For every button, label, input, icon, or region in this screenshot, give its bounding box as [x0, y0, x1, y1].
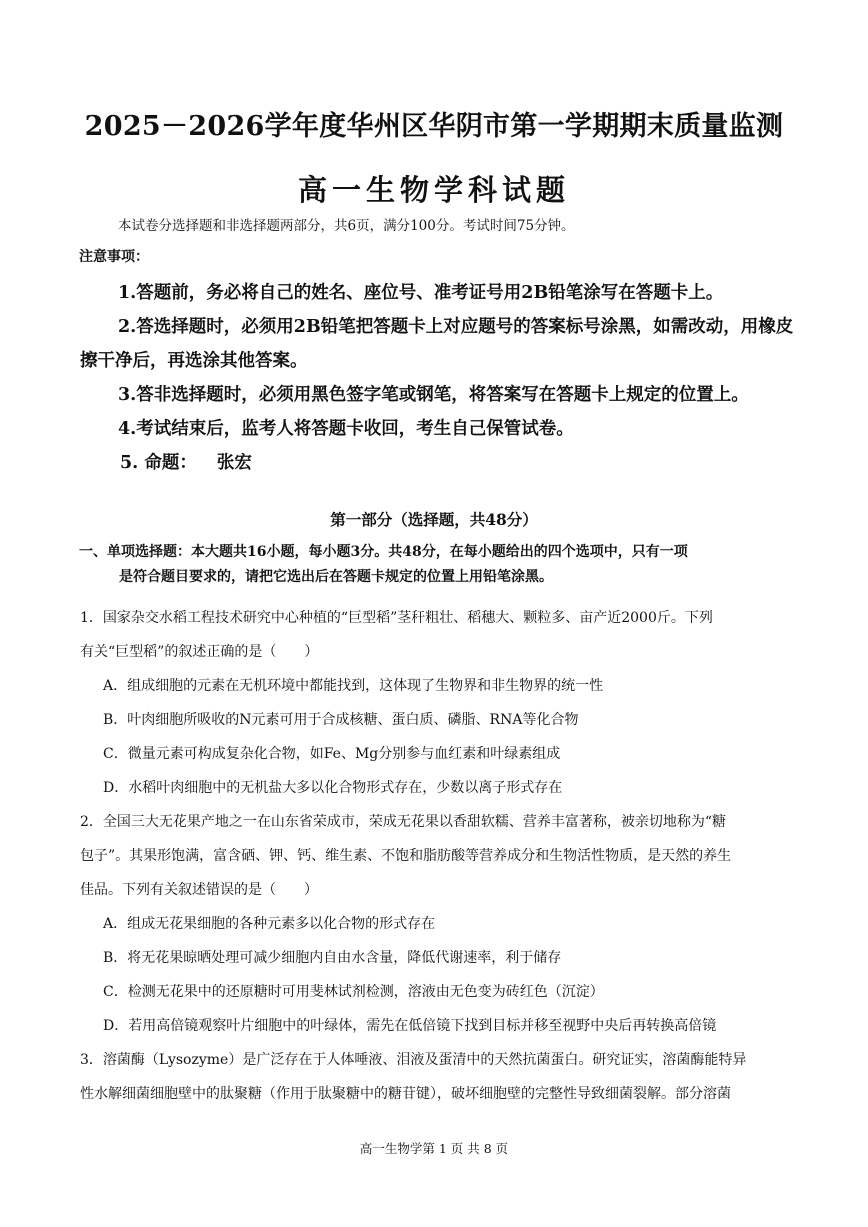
question-stem-line: 包子”。其果形饱满，富含硒、钾、钙、维生素、不饱和脂肪酸等营养成分和生物活性物质，是天然的养生 [80, 848, 732, 864]
question-stem-line: 3．溶菌酶（Lysozyme）是广泛存在于人体唾液、泪液及蛋清中的天然抗菌蛋白。研究证实，溶菌酶能特异 [80, 1052, 747, 1068]
option-b: B．叶肉细胞所吸收的N元素可用于合成核糖、蛋白质、磷脂、RNA等化合物 [103, 712, 579, 728]
exam-subtitle: 高一生物学科试题 [297, 173, 570, 207]
part-title: 第一部分（选择题，共48分） [330, 510, 538, 529]
notice-item: 3.答非选择题时，必须用黑色签字笔或钢笔，将答案写在答题卡上规定的位置上。 [118, 385, 749, 405]
notice-list [80, 276, 796, 480]
notice-heading: 注意事项： [79, 249, 149, 265]
exam-title: 2025－2026学年度华州区华阴市第一学期期末质量监测 [84, 111, 784, 142]
option-d: D．水稻叶肉细胞中的无机盐大多以化合物形式存在，少数以离子形式存在 [103, 780, 563, 796]
option-d: D．若用高倍镜观察叶片细胞中的叶绿体，需先在低倍镜下找到目标并移至视野中央后再转换高倍镜 [103, 1018, 717, 1034]
option-a: A．组成细胞的元素在无机环境中都能找到，这体现了生物界和非生物界的统一性 [103, 678, 604, 694]
option-b: B．将无花果晾晒处理可减少细胞内自由水含量，降低代谢速率，利于储存 [103, 950, 562, 966]
author-label: 5. 命题： [120, 453, 197, 473]
question-stem-line: 佳品。下列有关叙述错误的是（ ） [80, 882, 318, 898]
option-c: C．检测无花果中的还原糖时可用斐林试剂检测，溶液由无色变为砖红色（沉淀） [103, 984, 604, 1000]
question-stem-line: 有关“巨型稻”的叙述正确的是（ ） [80, 644, 319, 660]
question-1 [80, 601, 796, 805]
section-line: 是符合题目要求的，请把它选出后在答题卡规定的位置上用铅笔涂黑。 [119, 569, 553, 585]
option-a: A．组成无花果细胞的各种元素多以化合物的形式存在 [103, 916, 436, 932]
question-3 [80, 1043, 796, 1111]
section-instructions [79, 540, 799, 590]
question-2 [80, 805, 796, 1043]
option-c: C．微量元素可构成复杂化合物，如Fe、Mg分别参与血红素和叶绿素组成 [103, 746, 561, 762]
notice-item: 2.答选择题时，必须用2B铅笔把答题卡上对应题号的答案标号涂黑，如需改动，用橡皮擦干净后，再选涂其他答案。 [80, 317, 794, 371]
question-stem-line: 2．全国三大无花果产地之一在山东省荣成市，荣成无花果以香甜软糯、营养丰富著称，被亲切地称为“糖 [80, 814, 727, 830]
exam-info: 本试卷分选择题和非选择题两部分，共6页，满分100分。考试时间75分钟。 [118, 218, 575, 234]
author-name: 张宏 [216, 453, 252, 473]
page-footer: 高一生物学第 1 页 共 8 页 [359, 1141, 509, 1156]
section-line: 一、单项选择题：本大题共16小题，每小题3分。共48分，在每小题给出的四个选项中，只有一项 [79, 544, 688, 560]
notice-author [80, 446, 796, 480]
question-stem-line: 1．国家杂交水稻工程技术研究中心种植的“巨型稻”茎秆粗壮、稻穗大、颗粒多、亩产近2000斤。下列 [80, 610, 713, 626]
question-stem-line: 性水解细菌细胞壁中的肽聚糖（作用于肽聚糖中的糖苷键），破坏细胞壁的完整性导致细菌裂解。部分溶菌 [80, 1086, 731, 1102]
notice-item: 1.答题前，务必将自己的姓名、座位号、准考证号用2B铅笔涂写在答题卡上。 [118, 283, 724, 303]
notice-item: 4.考试结束后，监考人将答题卡收回，考生自己保管试卷。 [118, 419, 574, 439]
